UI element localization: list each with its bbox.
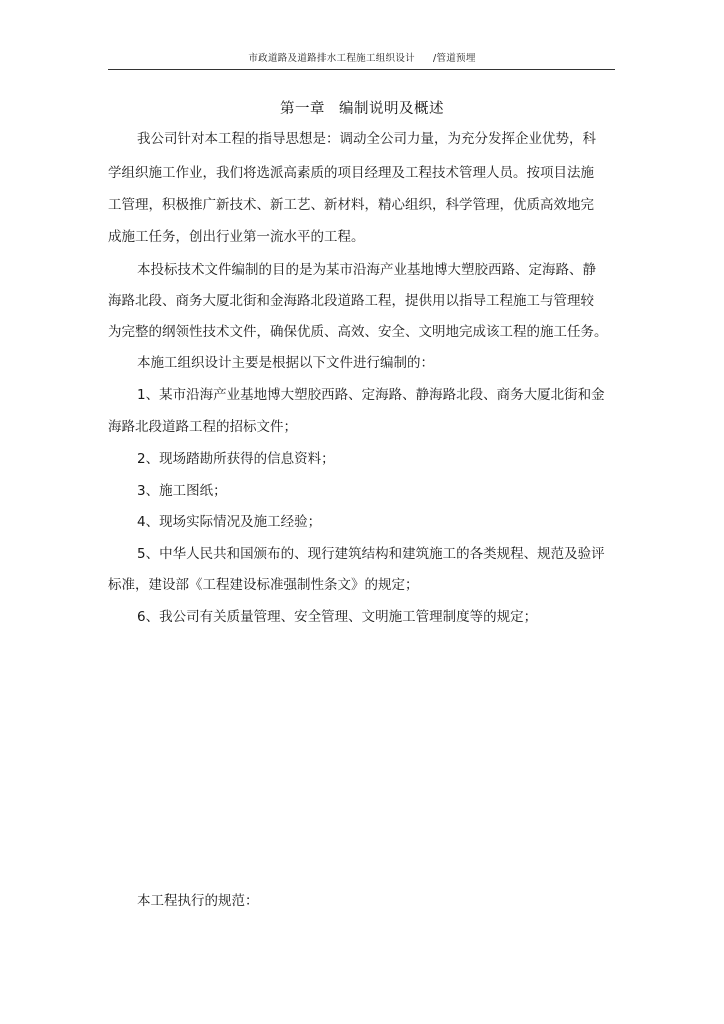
running-header — [0, 50, 724, 64]
list-item-2: 2、现场踏勘所获得的信息资料； — [137, 451, 335, 467]
text-line: 工管理，积极推广新技术、新工艺、新材料，精心组织，科学管理，优质高效地完 — [108, 197, 594, 213]
text-line: 为完整的纲领性技术文件，确保优质、高效、安全、文明地完成该工程的施工任务。 — [108, 324, 608, 340]
header-right-text: /管道预埋 — [432, 53, 476, 64]
text-line: 标准，建设部《工程建设标准强制性条文》的规定； — [108, 577, 419, 593]
text-line: 学组织施工作业，我们将选派高素质的项目经理及工程技术管理人员。按项目法施 — [108, 165, 594, 181]
list-item-1: 1、某市沿海产业基地博大塑胶西路、定海路、静海路北段、商务大厦北街和金 — [137, 387, 605, 403]
list-item-5: 5、中华人民共和国颁布的、现行建筑结构和建筑施工的各类规程、规范及验评 — [137, 546, 605, 562]
text-line: 本施工组织设计主要是根据以下文件进行编制的： — [137, 355, 434, 371]
standards-heading: 本工程执行的规范： — [137, 893, 259, 909]
text-line: 海路北段道路工程的招标文件； — [108, 419, 297, 435]
text-line: 海路北段、商务大厦北街和金海路北段道路工程，提供用以指导工程施工与管理较 — [108, 293, 594, 309]
text-line: 成施工任务，创出行业第一流水平的工程。 — [108, 229, 365, 245]
list-item-6: 6、我公司有关质量管理、安全管理、文明施工管理制度等的规定； — [137, 609, 538, 625]
header-rule — [108, 69, 615, 70]
header-left-text: 市政道路及道路排水工程施工组织设计 — [248, 53, 415, 64]
chapter-number: 第一章 — [280, 101, 325, 117]
text-line: 本投标技术文件编制的目的是为某市沿海产业基地博大塑胶西路、定海路、静 — [137, 262, 596, 278]
list-item-4: 4、现场实际情况及施工经验； — [137, 514, 322, 530]
chapter-name: 编制说明及概述 — [339, 101, 444, 117]
text-line: 我公司针对本工程的指导思想是：调动全公司力量，为充分发挥企业优势，科 — [137, 131, 596, 147]
list-item-3: 3、施工图纸； — [137, 483, 227, 499]
chapter-title — [0, 97, 724, 118]
